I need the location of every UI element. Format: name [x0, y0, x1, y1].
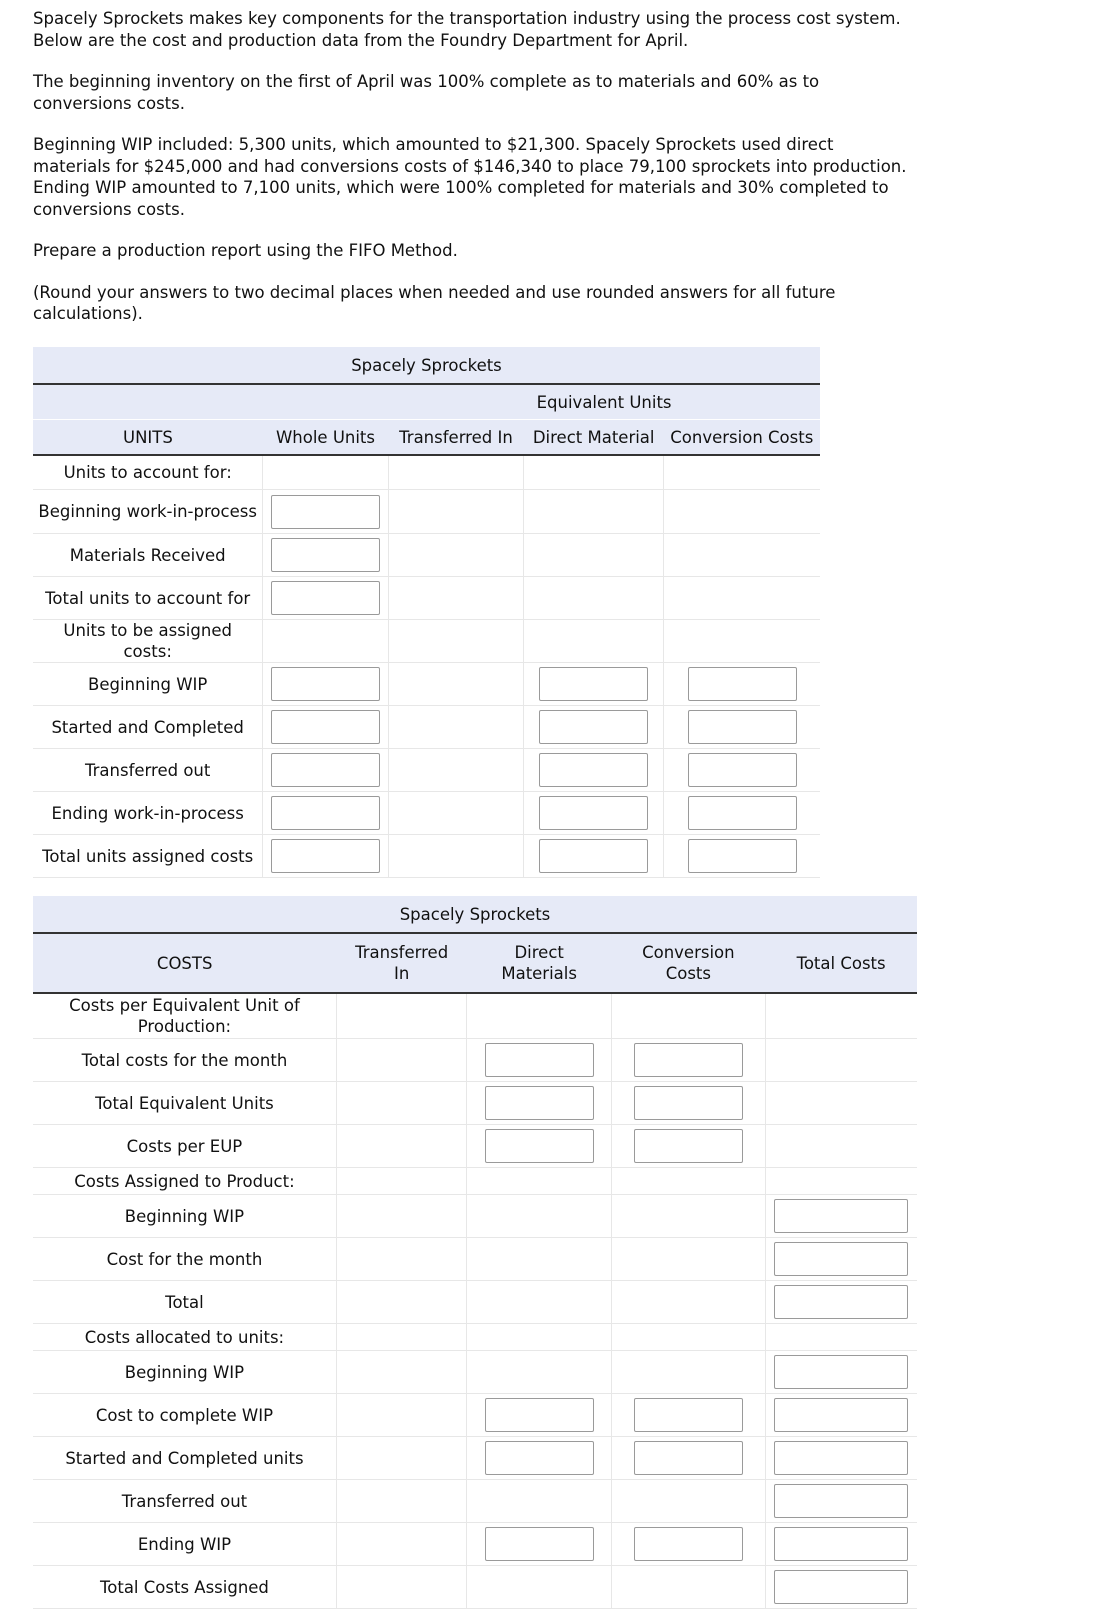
input-started-completed-conversion-costs[interactable]: [688, 710, 797, 744]
problem-instruction: Prepare a production report using the FIFO Method.: [33, 241, 458, 260]
table-row: [33, 792, 820, 835]
table-row: [33, 1480, 917, 1523]
input-cost-per-eup-direct-materials[interactable]: [485, 1129, 594, 1163]
problem-paragraph-1: Spacely Sprockets makes key components for the transportation industry using the process cost system. Below are the cost and production data from the Foundry Department for April.: [33, 9, 901, 50]
table-row: [33, 1324, 917, 1351]
input-cost-complete-wip-direct-materials[interactable]: [485, 1398, 594, 1432]
col-direct-materials: [467, 933, 612, 993]
input-ending-wip-conversion-costs[interactable]: [688, 796, 797, 830]
col-direct-materials-line1: Direct: [514, 943, 564, 962]
col-transferred-in: [336, 933, 466, 993]
table-row: [33, 1125, 917, 1168]
row-label: Units to be assigned costs:: [33, 620, 263, 663]
row-label: Total Equivalent Units: [33, 1082, 336, 1125]
input-beg-wip-direct-material[interactable]: [539, 667, 648, 701]
col-transferred-in-line1: Transferred: [355, 943, 449, 962]
row-label: Cost for the month: [33, 1238, 336, 1281]
col-direct-materials-line2: Materials: [501, 964, 577, 983]
input-total-units-to-account-whole-units[interactable]: [271, 581, 380, 615]
input-transferred-out-whole-units[interactable]: [271, 753, 380, 787]
col-transferred-in-line2: In: [393, 964, 410, 983]
row-label: Beginning WIP: [33, 1195, 336, 1238]
row-label: Started and Completed units: [33, 1437, 336, 1480]
input-ending-wip-whole-units[interactable]: [271, 796, 380, 830]
input-started-completed-whole-units[interactable]: [271, 710, 380, 744]
col-direct-material: Direct Material: [524, 420, 664, 456]
units-table: [33, 347, 820, 878]
table-row: [33, 1039, 917, 1082]
table-row: [33, 1394, 917, 1437]
table-row: [33, 1437, 917, 1480]
table-row: [33, 620, 820, 663]
input-cost-complete-wip-conversion-costs[interactable]: [634, 1398, 743, 1432]
input-total-costs-month-direct-materials[interactable]: [485, 1043, 594, 1077]
table-row: [33, 1195, 917, 1238]
input-total-eu-direct-materials[interactable]: [485, 1086, 594, 1120]
table-row: [33, 490, 820, 534]
table-row: [33, 1082, 917, 1125]
table-row: [33, 993, 917, 1039]
col-costs: COSTS: [33, 933, 336, 993]
row-label: Ending WIP: [33, 1523, 336, 1566]
row-label: Ending work-in-process: [33, 792, 263, 835]
row-label: Total costs for the month: [33, 1039, 336, 1082]
input-materials-received-whole-units[interactable]: [271, 538, 380, 572]
row-label: Costs allocated to units:: [33, 1324, 336, 1351]
row-label: Total units to account for: [33, 577, 263, 620]
table-row: [33, 663, 820, 706]
input-transferred-out-direct-material[interactable]: [539, 753, 648, 787]
row-label: Costs per Equivalent Unit of Production:: [33, 993, 336, 1039]
col-conversion-costs-line1: Conversion: [642, 943, 735, 962]
row-label: Cost to complete WIP: [33, 1394, 336, 1437]
problem-paragraph-2: The beginning inventory on the first of April was 100% complete as to materials and 60% as to conversions costs.: [33, 72, 820, 113]
input-total-costs-assigned-product[interactable]: [774, 1285, 908, 1319]
input-total-costs-assigned[interactable]: [774, 1570, 908, 1604]
row-label: Units to account for:: [33, 455, 263, 490]
input-assigned-beg-wip-total[interactable]: [774, 1199, 908, 1233]
row-label: Total units assigned costs: [33, 835, 263, 878]
table-row: [33, 835, 820, 878]
input-cost-per-eup-conversion-costs[interactable]: [634, 1129, 743, 1163]
input-ending-wip-total[interactable]: [774, 1527, 908, 1561]
col-units: UNITS: [33, 420, 263, 456]
input-ending-wip-direct-material[interactable]: [539, 796, 648, 830]
input-total-units-assigned-whole-units[interactable]: [271, 839, 380, 873]
rounding-note: (Round your answers to two decimal places when needed and use rounded answers for all future calculations).: [33, 282, 836, 323]
col-transferred-in: Transferred In: [388, 420, 524, 456]
table-row: [33, 455, 820, 490]
table-row: [33, 1351, 917, 1394]
input-ending-wip-conversion-costs[interactable]: [634, 1527, 743, 1561]
table-row: [33, 534, 820, 577]
input-total-units-assigned-conversion-costs[interactable]: [688, 839, 797, 873]
row-label: Beginning WIP: [33, 1351, 336, 1394]
col-conversion-costs-line2: Costs: [665, 964, 711, 983]
col-total-costs: Total Costs: [765, 933, 917, 993]
row-label: Costs Assigned to Product:: [33, 1168, 336, 1195]
input-total-eu-conversion-costs[interactable]: [634, 1086, 743, 1120]
input-started-completed-direct-material[interactable]: [539, 710, 648, 744]
input-cost-complete-wip-total[interactable]: [774, 1398, 908, 1432]
row-label: Transferred out: [33, 749, 263, 792]
units-table-title: Spacely Sprockets: [33, 347, 820, 384]
input-started-completed-conversion-costs[interactable]: [634, 1441, 743, 1475]
col-conversion-costs: Conversion Costs: [664, 420, 820, 456]
table-row: [33, 1523, 917, 1566]
table-row: [33, 1168, 917, 1195]
input-total-costs-month-conversion-costs[interactable]: [634, 1043, 743, 1077]
row-label: Started and Completed: [33, 706, 263, 749]
table-row: [33, 706, 820, 749]
row-label: Total Costs Assigned: [33, 1566, 336, 1609]
costs-table-title: Spacely Sprockets: [33, 896, 917, 933]
table-row: [33, 749, 820, 792]
row-label: Beginning WIP: [33, 663, 263, 706]
table-row: [33, 1281, 917, 1324]
row-label: Costs per EUP: [33, 1125, 336, 1168]
col-conversion-costs: [611, 933, 765, 993]
input-allocated-beg-wip-total[interactable]: [774, 1355, 908, 1389]
input-transferred-out-conversion-costs[interactable]: [688, 753, 797, 787]
input-started-completed-total[interactable]: [774, 1441, 908, 1475]
input-started-completed-direct-materials[interactable]: [485, 1441, 594, 1475]
row-label: Total: [33, 1281, 336, 1324]
costs-table: [33, 896, 917, 1609]
problem-paragraph-3: Beginning WIP included: 5,300 units, which amounted to $21,300. Spacely Sprockets used direct materials for $245,000 and had conversions costs of $146,340 to place 79,100 sprockets into production. Ending WIP amounted to 7,100 units, which were 100% completed for materials and 30% completed to conversions costs.: [33, 135, 907, 219]
input-beg-wip-whole-units[interactable]: [271, 667, 380, 701]
col-whole-units: Whole Units: [263, 420, 388, 456]
problem-statement: [33, 8, 913, 345]
row-label: Materials Received: [33, 534, 263, 577]
table-row: [33, 1238, 917, 1281]
input-total-units-assigned-direct-material[interactable]: [539, 839, 648, 873]
row-label: Transferred out: [33, 1480, 336, 1523]
input-transferred-out-total[interactable]: [774, 1484, 908, 1518]
table-row: [33, 1566, 917, 1609]
input-beg-wip-conversion-costs[interactable]: [688, 667, 797, 701]
equivalent-units-header: Equivalent Units: [388, 384, 820, 420]
row-label: Beginning work-in-process: [33, 490, 263, 534]
table-row: [33, 577, 820, 620]
input-beginning-wip-whole-units[interactable]: [271, 495, 380, 529]
input-ending-wip-direct-materials[interactable]: [485, 1527, 594, 1561]
input-cost-for-month-total[interactable]: [774, 1242, 908, 1276]
